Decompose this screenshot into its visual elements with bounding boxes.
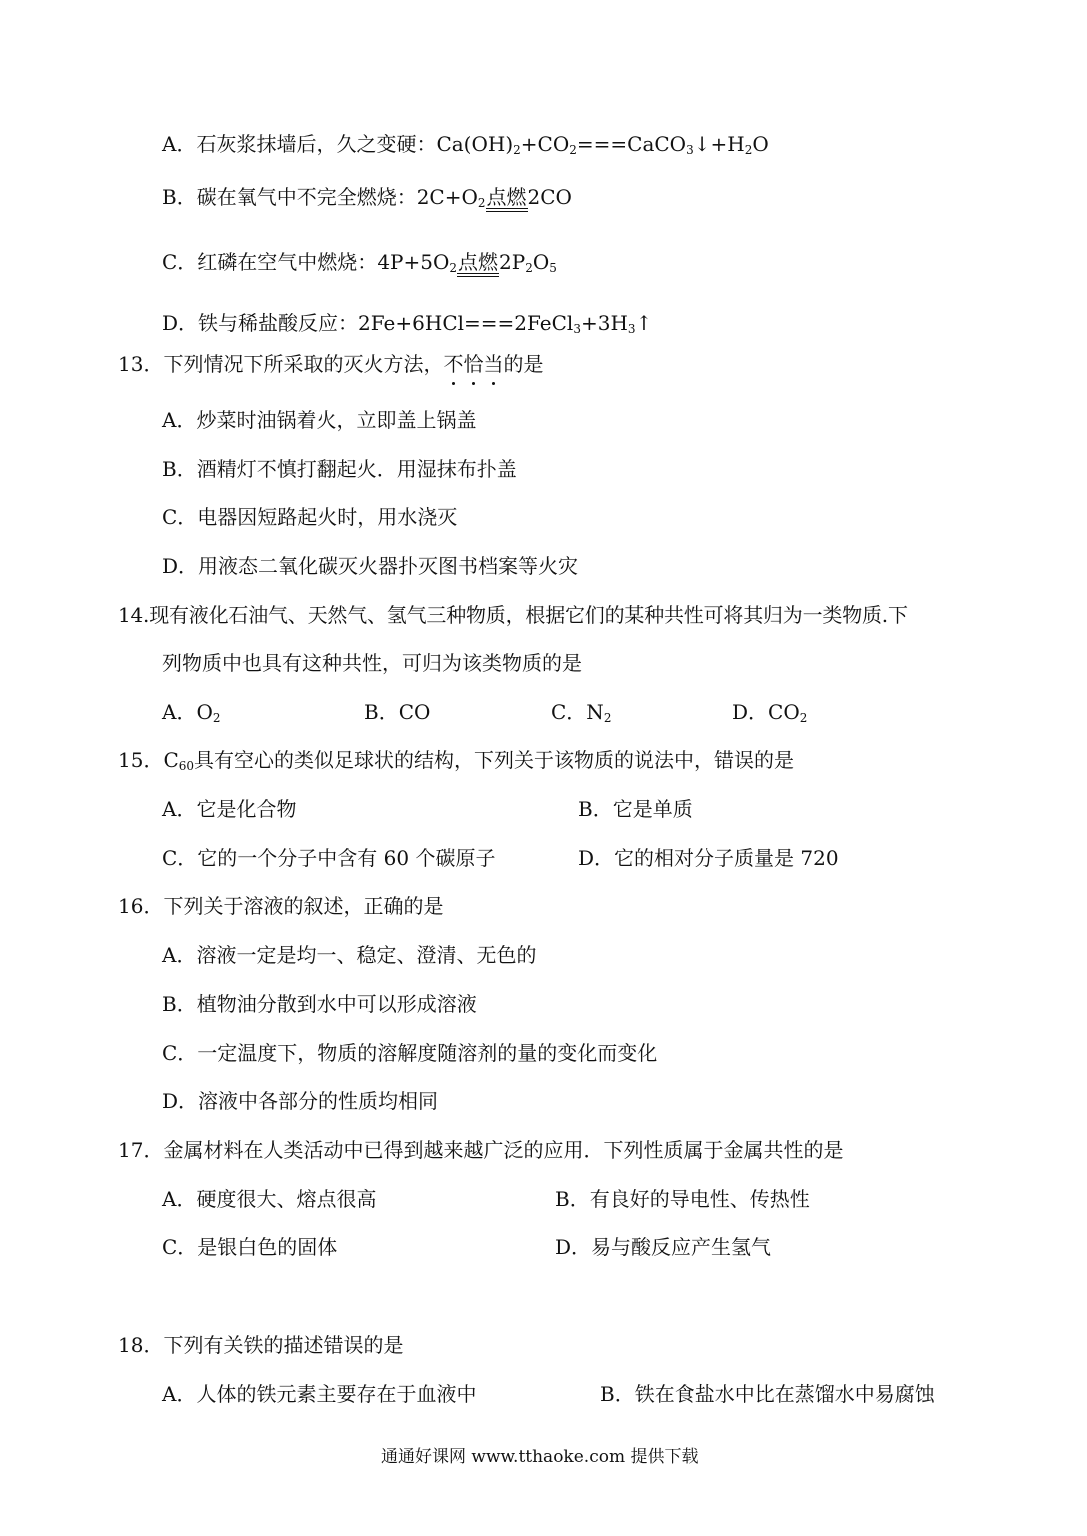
q18-stem: 18．下列有关铁的描述错误的是 [118,1333,404,1357]
q16-option-b: B．植物油分散到水中可以形成溶液 [162,992,477,1016]
q14-option-b: B．CO [364,700,431,724]
q13-option-c: C．电器因短路起火时，用水浇灭 [162,505,458,529]
q17-option-b: B．有良好的导电性、传热性 [555,1187,810,1211]
q14-option-c: C．$N_2$ [551,700,612,725]
q18-option-a: A．人体的铁元素主要存在于血液中 [162,1382,477,1406]
q15-option-d: D．它的相对分子质量是 720 [578,846,839,870]
q12-option-a: A．石灰浆抹墙后，久之变硬：$Ca(OH)_2+CO_2===CaCO_3↓+H_2O$ [162,132,769,157]
q17-option-c: C．是银白色的固体 [162,1235,338,1259]
q15-option-c: C．它的一个分子中含有 60 个碳原子 [162,846,496,870]
q13-stem: 13．下列情况下所采取的灭火方法，不恰当的是 [118,352,544,376]
q17-option-a: A．硬度很大、熔点很高 [162,1187,377,1211]
q14-stem-line1: 14.现有液化石油气、天然气、氢气三种物质，根据它们的某种共性可将其归为一类物质.下 [118,603,908,627]
q15-option-a: A．它是化合物 [162,797,297,821]
q16-stem: 16．下列关于溶液的叙述，正确的是 [118,894,444,918]
reaction-condition: 点燃 [457,251,499,277]
q13-option-d: D．用液态二氧化碳灭火器扑灭图书档案等火灾 [162,554,579,578]
q15-stem: 15．$C_{60}$具有空心的类似足球状的结构，下列关于该物质的说法中，错误的是 [118,748,795,773]
q14-stem-line2: 列物质中也具有这种共性，可归为该类物质的是 [162,651,582,675]
q12-option-d: D．铁与稀盐酸反应：$2Fe+6HCl===2FeCl_3+3H_3↑$ [162,311,653,336]
q17-stem: 17．金属材料在人类活动中已得到越来越广泛的应用．下列性质属于金属共性的是 [118,1138,844,1162]
q14-option-a: A．$O_2$ [162,700,221,725]
q16-option-d: D．溶液中各部分的性质均相同 [162,1089,439,1113]
q18-option-b: B．铁在食盐水中比在蒸馏水中易腐蚀 [600,1382,935,1406]
reaction-condition: 点燃 [486,186,528,212]
q13-option-a: A．炒菜时油锅着火，立即盖上锅盖 [162,408,477,432]
page-footer: 通通好课网 www.tthaoke.com 提供下载 [381,1447,699,1467]
q12-option-b: B．碳在氧气中不完全燃烧：$2C+O_2$点燃2CO [162,185,572,210]
q15-option-b: B．它是单质 [578,797,693,821]
q13-option-b: B．酒精灯不慎打翻起火．用湿抹布扑盖 [162,457,517,481]
q16-option-a: A．溶液一定是均一、稳定、澄清、无色的 [162,943,537,967]
q16-option-c: C．一定温度下，物质的溶解度随溶剂的量的变化而变化 [162,1041,658,1065]
q17-option-d: D．易与酸反应产生氢气 [555,1235,772,1259]
q14-option-d: D．$CO_2$ [732,700,808,725]
q12-option-c: C．红磷在空气中燃烧：$4P+5O_2$点燃$2P_2O_5$ [162,250,557,275]
